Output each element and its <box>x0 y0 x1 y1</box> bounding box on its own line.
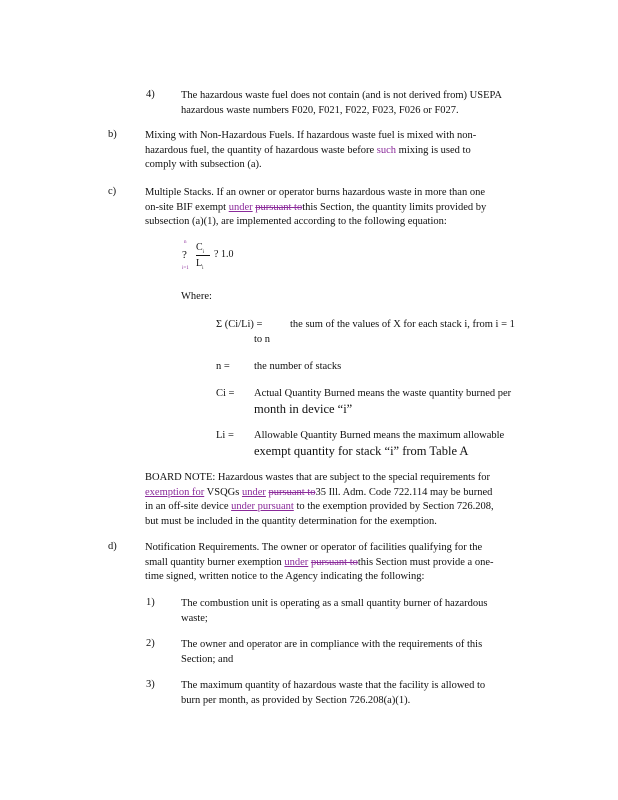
definition-term: n = <box>216 361 230 372</box>
definition-term: Li = <box>216 430 234 441</box>
subsection-d-label: d) <box>108 541 117 552</box>
item-4-text <box>181 89 546 118</box>
deleted-text: pursuant to <box>310 556 358 568</box>
d-item-2-label: 2) <box>146 638 155 649</box>
definition-text: Allowable Quantity Burned means the maximum allowable exempt quantity for stack “i” from Table A <box>254 430 505 458</box>
board-note <box>145 471 545 529</box>
inserted-text: exemption for <box>145 486 205 498</box>
board-note-line-1: BOARD NOTE: Hazardous wastes that are subject to the special requirements for <box>145 472 490 483</box>
subsection-d-line-2: small quantity burner exemption under pursuant tothis Section must provide a one- <box>145 556 494 568</box>
item-4-label: 4) <box>146 89 155 100</box>
sum-upper-limit: n <box>184 240 187 245</box>
definition-text: Actual Quantity Burned means the waste quantity burned per month in device “i” <box>254 388 512 416</box>
subsection-d-line-3: time signed, written notice to the Agency indicating the following: <box>145 571 425 582</box>
d-item-3-text: The maximum quantity of hazardous waste that the facility is allowed to burn per month, as provided by Section 726.208(a)(1). <box>181 680 486 706</box>
inserted-text: under <box>241 486 266 498</box>
d-item-1-label: 1) <box>146 597 155 608</box>
subsection-b-line-3: comply with subsection (a). <box>145 159 262 170</box>
board-note-line-2: exemption for VSQGs under pursuant to35 Ill. Adm. Code 722.114 may be burned <box>145 486 493 498</box>
item-4-line-1: The hazardous waste fuel does not contain (and is not derived from) USEPA <box>181 90 502 101</box>
definition-text: the number of stacks <box>254 361 342 372</box>
d-item-3-label: 3) <box>146 679 155 690</box>
fraction-numerator: $C_i$ <box>196 242 205 255</box>
summation-equation <box>180 240 260 276</box>
inserted-text: under <box>228 201 253 213</box>
definition-term: Ci = <box>216 388 235 399</box>
equation-rhs: ? 1.0 <box>214 249 234 260</box>
sum-symbol: ? <box>182 249 187 261</box>
where-label: Where: <box>181 291 212 302</box>
fraction-bar <box>196 255 210 256</box>
deleted-text: pursuant to <box>268 486 316 498</box>
board-note-line-3: in an off-site device under pursuant to the exemption provided by Section 726.208, <box>145 501 494 512</box>
subsection-c-line-1: Multiple Stacks. If an owner or operator burns hazardous waste in more than one <box>145 187 485 198</box>
inserted-text: under pursuant <box>231 501 294 512</box>
definition-term: Σ (Ci/Li) = <box>216 319 263 330</box>
inserted-text: such <box>376 144 397 156</box>
d-item-2-text: The owner and operator are in compliance with the requirements of this Section; and <box>181 639 483 665</box>
subsection-b-text <box>145 129 545 173</box>
subsection-c-text <box>145 186 545 230</box>
deleted-text: pursuant to <box>255 201 303 213</box>
fraction-denominator: $L_i$ <box>196 258 204 271</box>
subsection-b-label: b) <box>108 129 117 140</box>
subsection-c-line-3: subsection (a)(1), are implemented according to the following equation: <box>145 216 447 227</box>
d-item-1-text: The combustion unit is operating as a small quantity burner of hazardous waste; <box>181 598 488 624</box>
subsection-d-line-1: Notification Requirements. The owner or operator of facilities qualifying for the <box>145 542 483 553</box>
inserted-text: under <box>284 556 309 568</box>
subsection-b-line-2: hazardous fuel, the quantity of hazardous waste before such mixing is used to <box>145 144 471 156</box>
subsection-c-line-2: on-site BIF exempt under pursuant tothis Section, the quantity limits provided by <box>145 201 487 213</box>
sum-lower-limit: i=1 <box>182 266 189 271</box>
definition-text: the sum of the values of X for each stack i, from i = 1 to n <box>254 319 515 345</box>
item-4-line-2: hazardous waste numbers F020, F021, F022, F023, F026 or F027. <box>181 104 459 116</box>
subsection-c-label: c) <box>108 186 117 197</box>
subsection-d-text <box>145 541 545 585</box>
board-note-line-4: but must be included in the quantity determination for the exemption. <box>145 515 437 527</box>
subsection-b-line-1: Mixing with Non-Hazardous Fuels. If hazardous waste fuel is mixed with non- <box>145 130 477 141</box>
